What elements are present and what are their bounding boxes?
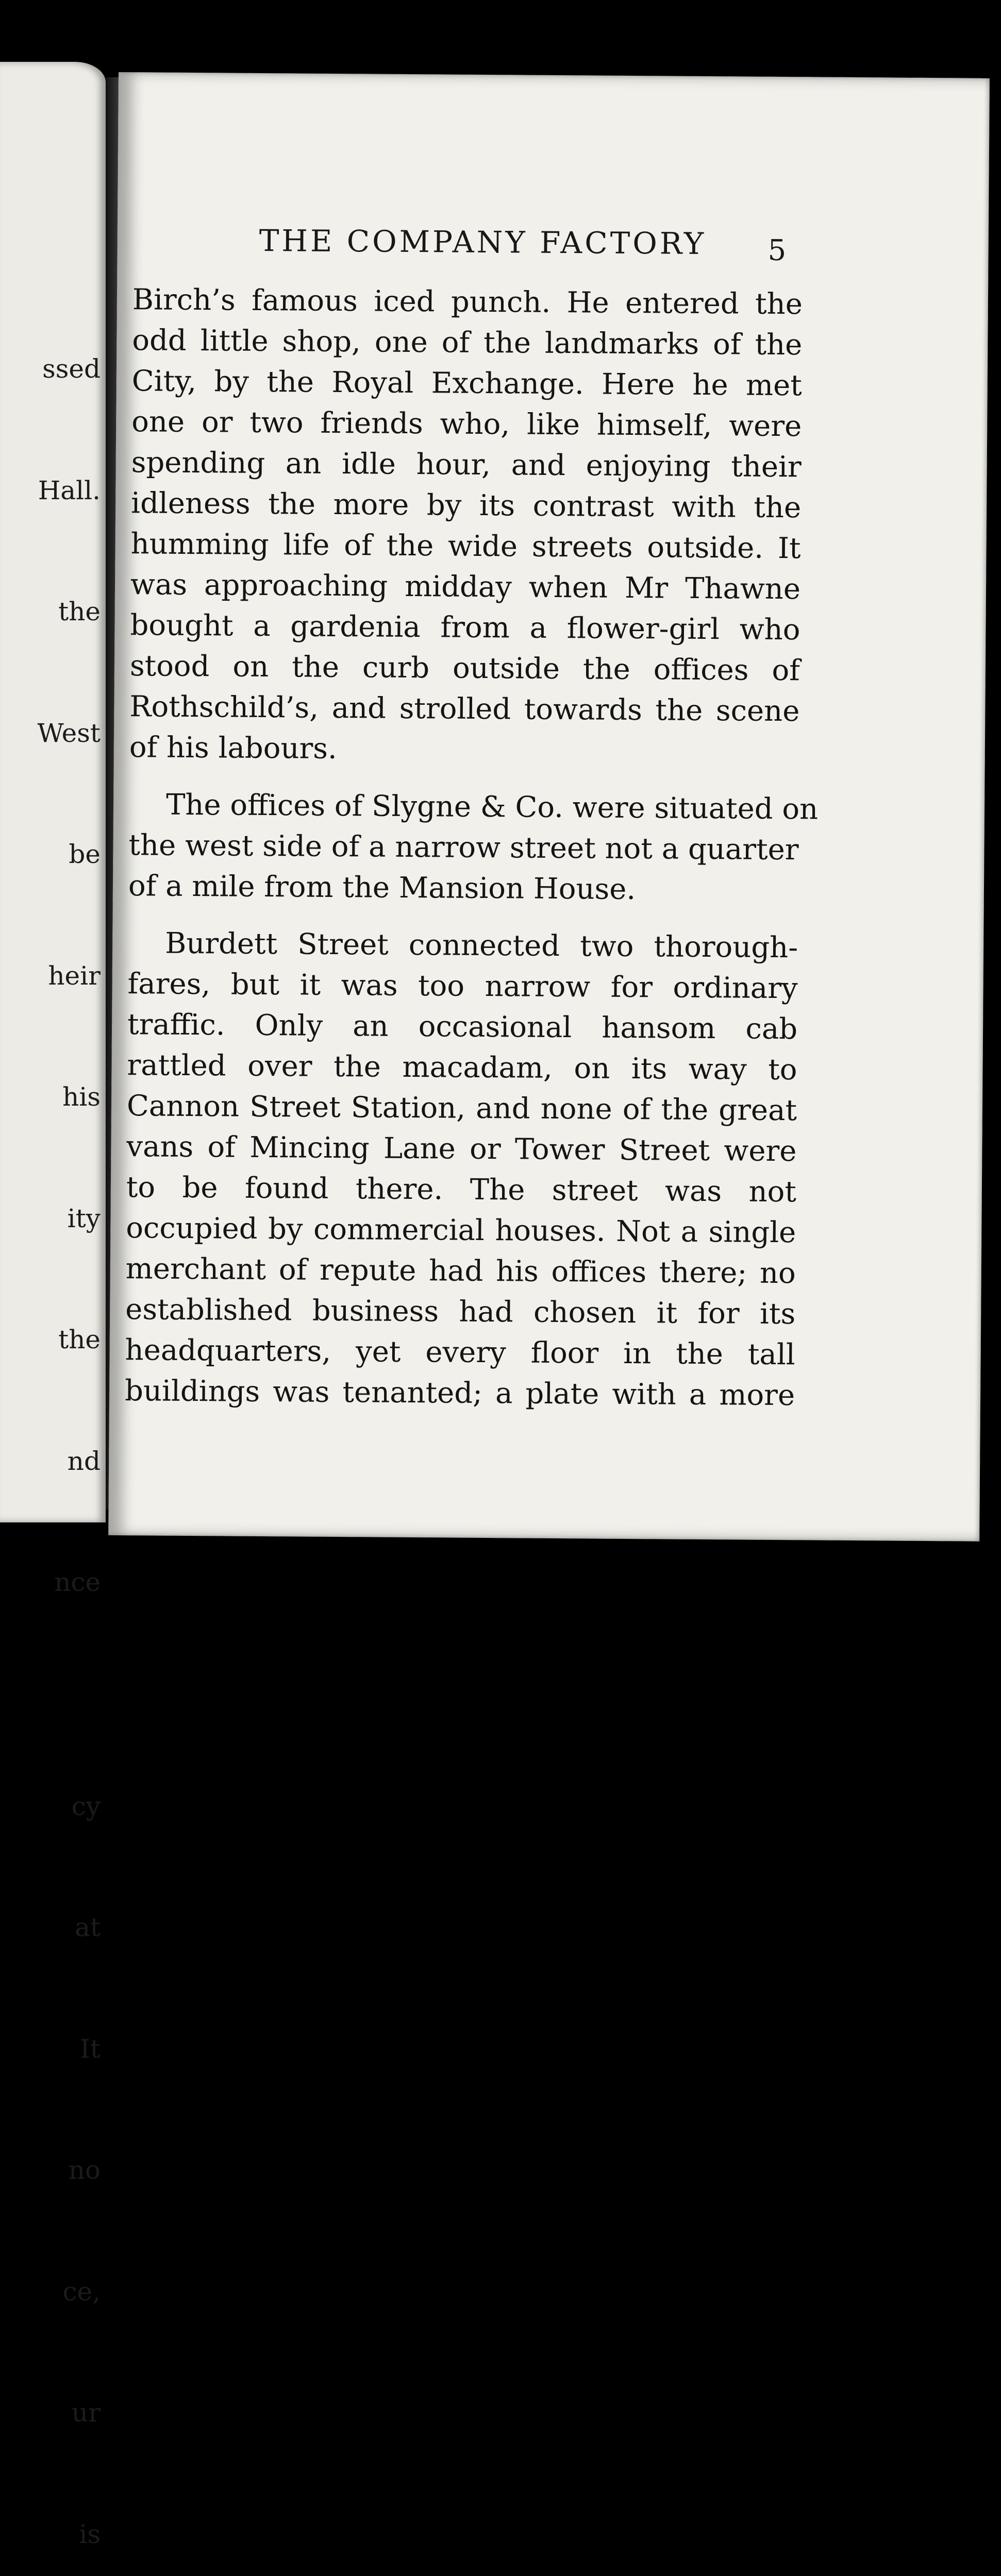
text-line: Birch’s famous iced punch. He entered the	[132, 283, 803, 321]
text-line: Burdett Street connected two thorough-	[164, 926, 798, 965]
text-line: occupied by commercial houses. Not a single	[126, 1211, 796, 1250]
left-fragment: ity	[67, 1203, 101, 1233]
text-line: headquarters, yet every floor in the tall	[125, 1333, 795, 1372]
page-number: 5	[768, 233, 787, 268]
text-line: buildings was tenanted; a plate with a more	[124, 1374, 795, 1413]
left-fragment: nce	[54, 1567, 101, 1597]
left-fragment: at	[75, 1912, 101, 1942]
text-line: humming life of the wide streets outside. It	[130, 527, 801, 566]
text-line: stood on the curb outside the offices of	[129, 649, 800, 688]
left-fragment: no	[68, 2155, 101, 2185]
left-fragment: cy	[71, 1791, 101, 1821]
left-fragment: is	[79, 2519, 101, 2549]
text-line: merchant of repute had his offices there; no	[125, 1252, 796, 1291]
text-line: The offices of Slygne & Co. were situated on	[165, 788, 819, 826]
text-line: fares, but it was too narrow for ordinary	[127, 967, 798, 1006]
left-fragment: ssed	[42, 354, 101, 384]
text-line: one or two friends who, like himself, were	[131, 405, 802, 444]
text-line: established business had chosen it for its	[125, 1293, 796, 1331]
right-page	[108, 72, 990, 1541]
text-line: odd little shop, one of the landmarks of the	[132, 324, 803, 362]
left-page-text-fragments	[3, 268, 101, 2576]
text-line: traffic. Only an occasional hansom cab	[127, 1008, 798, 1046]
text-line: to be found there. The street was not	[126, 1171, 797, 1209]
text-line: bought a gardenia from a flower-girl who	[130, 608, 800, 647]
text-line: idleness the more by its contrast with the	[130, 486, 802, 525]
text-line: vans of Mincing Lane or Tower Street were	[126, 1130, 797, 1168]
left-fragment: heir	[48, 960, 101, 991]
text-line: was approaching midday when Mr Thawne	[130, 568, 801, 606]
body-text	[124, 279, 819, 1416]
left-fragment: nd	[67, 1446, 101, 1476]
text-line: spending an idle hour, and enjoying their	[131, 446, 802, 484]
left-fragment: the	[58, 1325, 101, 1354]
left-fragment: Hall.	[38, 475, 101, 505]
text-line: City, by the Royal Exchange. Here he met	[131, 364, 803, 403]
left-fragment: his	[62, 1082, 101, 1112]
left-fragment: ur	[71, 2398, 101, 2428]
text-line: Cannon Street Station, and none of the great	[126, 1089, 797, 1128]
running-head: THE COMPANY FACTORY	[259, 223, 707, 261]
text-line: rattled over the macadam, on its way to	[127, 1048, 797, 1087]
text-line: of a mile from the Mansion House.	[128, 869, 636, 907]
left-fragment: ce,	[62, 2276, 101, 2307]
left-fragment: West	[37, 718, 101, 748]
left-page	[0, 62, 106, 2549]
left-fragment: It	[80, 2033, 101, 2064]
left-paragraph-gap	[3, 1684, 101, 1705]
text-line: Rothschild’s, and strolled towards the scene	[129, 690, 800, 728]
left-fragment: be	[69, 839, 101, 869]
left-fragment: the	[58, 597, 101, 626]
text-line: the west side of a narrow street not a quarter	[128, 828, 799, 867]
text-line: of his labours.	[129, 731, 338, 766]
